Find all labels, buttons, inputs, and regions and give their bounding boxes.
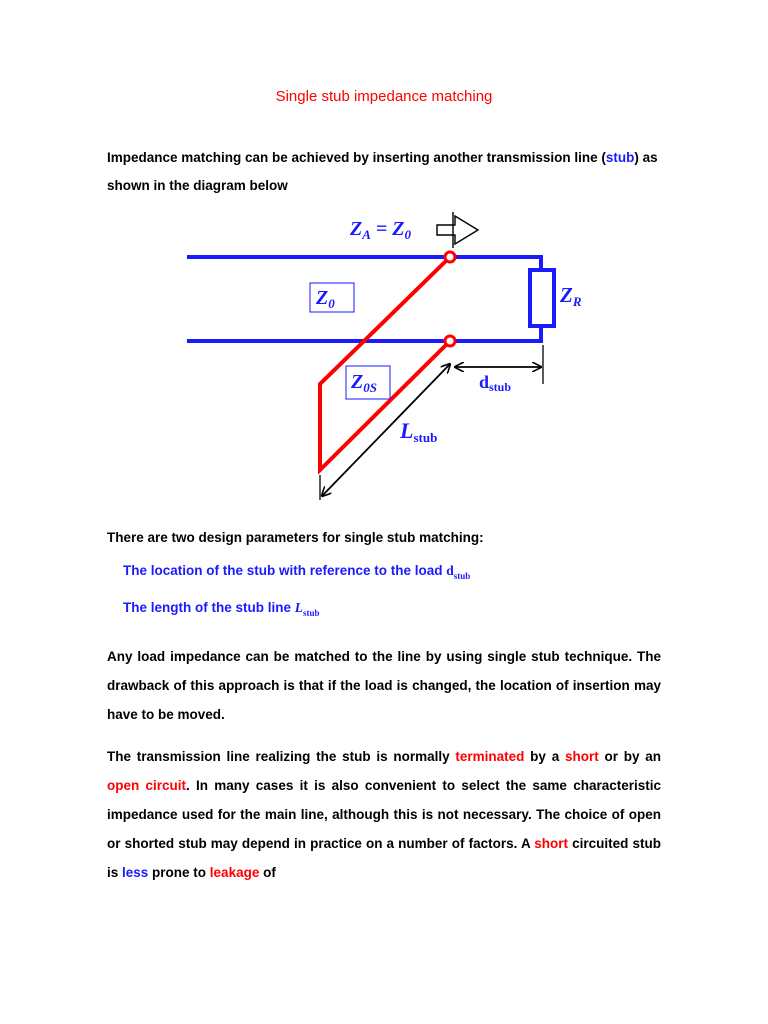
dstub-label: dstub	[479, 372, 512, 394]
term-less: less	[122, 865, 149, 880]
param-length-symbol: L	[294, 600, 303, 615]
stub-node-top	[445, 252, 455, 262]
term-leakage: leakage	[209, 865, 260, 880]
param-location-text: The location of the stub with reference to the load	[123, 563, 447, 578]
intro-text-1: Impedance matching can be achieved by inserting another transmission line (	[107, 150, 606, 165]
zr-label: ZR	[560, 283, 582, 309]
term-terminated: terminated	[455, 749, 525, 764]
param-location	[123, 561, 470, 586]
intro-text-2: ) as shown in the diagram below	[107, 150, 658, 193]
param-location-symbol: d	[446, 563, 454, 578]
term-open-circuit: open circuit	[107, 778, 187, 793]
stub-node-bottom	[445, 336, 455, 346]
param-length	[123, 598, 320, 623]
load-resistor	[530, 270, 554, 326]
lstub-label: Lstub	[400, 418, 438, 445]
z0s-label: $Z_{0S}$	[351, 371, 377, 395]
input-arrow-icon	[437, 216, 478, 244]
params-intro: There are two design parameters for single stub matching:	[107, 530, 484, 545]
stub-termination-paragraph: The transmission line realizing the stub is normally terminated by a short or by an open circuit. In many cases it is also convenient to select the same characteristic impedance used for the main line, although this is not necessary. The choice of open or shorted stub may depend in practice on a number of factors. A short circuited stub is less prone to leakage of	[107, 749, 662, 880]
page-title: Single stub impedance matching	[275, 88, 493, 105]
param-length-text: The length of the stub line	[123, 600, 295, 615]
z0-label: $Z_0$	[316, 287, 335, 311]
za-label: $Z_A = Z_0$	[350, 218, 412, 242]
param-location-sub: stub	[453, 571, 471, 581]
load-impedance-paragraph: Any load impedance can be matched to the line by using single stub technique. The drawback of this approach is that if the load is changed, the location of insertion may have to be moved.	[107, 649, 661, 722]
stub-term: stub	[605, 150, 635, 165]
term-short: short	[564, 749, 599, 764]
param-length-sub: stub	[303, 608, 320, 618]
term-short-2: short	[534, 836, 569, 851]
